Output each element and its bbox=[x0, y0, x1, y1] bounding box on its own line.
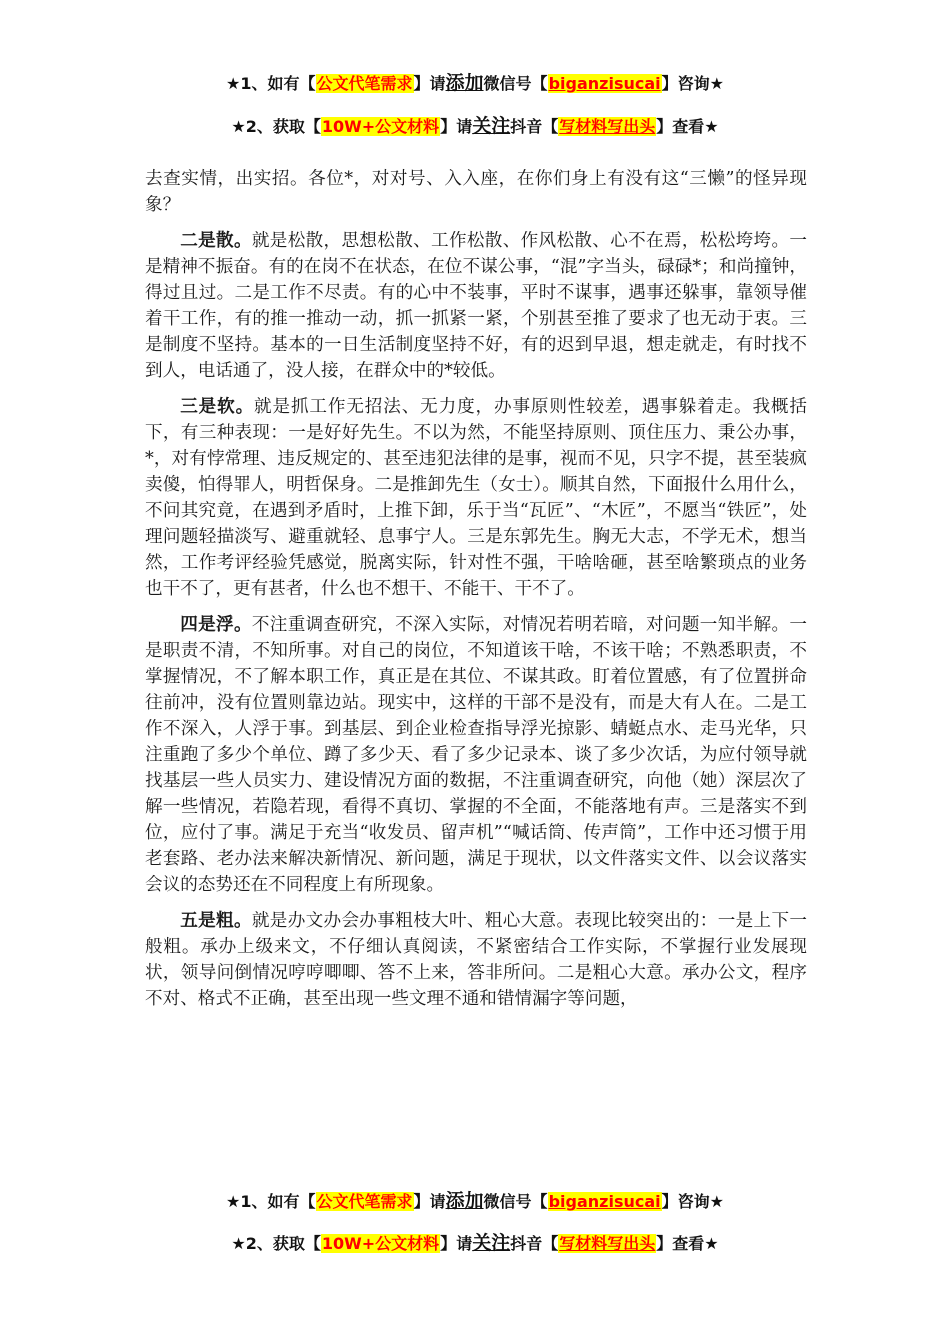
promo-emphasis: 关注 bbox=[472, 1232, 511, 1254]
paragraph-fu bbox=[145, 612, 807, 898]
promo-douyin-account[interactable]: 写材料写出头 bbox=[559, 1234, 656, 1253]
paragraph-text: 不注重调查研究，不深入实际，对情况若明若暗，对问题一知半解。一是职责不清，不知所事。对自己的岗位，不知道该干啥，不该干啥；不熟悉职责，不掌握情况，不了解本职工作，真正是在其位、不谋其政。盯着位置感，有了位置拼命往前冲，没有位置则靠边站。现实中，这样的干部不是没有，而是大有人在。二是工作不深入，人浮于事。到基层、到企业检查指导浮光掠影、蜻蜓点水、走马光华，只注重跑了多少个单位、蹲了多少天、看了多少记录本、谈了多少次话，为应付领导就找基层一些人员实力、建设情况方面的数据，不注重调查研究，向他（她）深层次了解一些情况，若隐若现，看得不真切、掌握的不全面，不能落地有声。三是落实不到位，应付了事。满足于充当“收发员、留声机”“喊话筒、传声筒”，工作中还习惯于用老套路、老办法来解决新情况、新问题，满足于现状，以文件落实文件、以会议落实会议的态势还在不同程度上有所现象。 bbox=[145, 615, 807, 895]
paragraph-intro: 去查实情，出实招。各位*，对对号、入入座，在你们身上有没有这“三懒”的怪异现象？ bbox=[145, 169, 807, 215]
promo-text: 】咨询★ bbox=[661, 1192, 724, 1211]
promo-text: 】请 bbox=[440, 1234, 473, 1253]
document-body bbox=[145, 166, 807, 1022]
promo-wechat-id[interactable]: biganzisucai bbox=[548, 1192, 661, 1211]
promo-text: 抖音【 bbox=[510, 117, 559, 136]
promo-highlight-service: 公文代笔需求 bbox=[316, 1192, 413, 1211]
promo-text: ★2、获取【 bbox=[231, 117, 321, 136]
promo-text: 】查看★ bbox=[656, 1234, 719, 1253]
promo-emphasis: 关注 bbox=[472, 115, 511, 137]
paragraph-cu bbox=[145, 908, 807, 1012]
promo-text: 微信号【 bbox=[483, 74, 548, 93]
promo-emphasis: 添加 bbox=[445, 72, 484, 94]
paragraph-heading: 二是散。 bbox=[180, 230, 252, 251]
promo-text: 抖音【 bbox=[510, 1234, 559, 1253]
promo-highlight-service: 公文代笔需求 bbox=[316, 74, 413, 93]
promo-highlight-materials: 10W+公文材料 bbox=[321, 1234, 440, 1253]
footer-promo-line-1 bbox=[0, 1186, 950, 1213]
promo-highlight-materials: 10W+公文材料 bbox=[321, 117, 440, 136]
paragraph-heading: 五是粗。 bbox=[180, 910, 252, 931]
promo-text: 】咨询★ bbox=[661, 74, 724, 93]
promo-wechat-id[interactable]: biganzisucai bbox=[548, 74, 661, 93]
promo-text: 】请 bbox=[440, 117, 473, 136]
promo-douyin-account[interactable]: 写材料写出头 bbox=[559, 117, 656, 136]
paragraph-text: 就是松散，思想松散、工作松散、作风松散、心不在焉，松松垮垮。一是精神不振奋。有的在岗不在状态，在位不谋公事，“混”字当头，碌碌*；和尚撞钟，得过且过。二是工作不尽责。有的心中不装事，平时不谋事，遇事还躲事，靠领导催着干工作，有的推一推动一动，抓一抓紧一紧，个别甚至推了要求了也无动于衷。三是制度不坚持。基本的一日生活制度坚持不好，有的迟到早退，想走就走，有时找不到人，电话通了，没人接，在群众中的*较低。 bbox=[145, 231, 807, 381]
header-promo-line-2 bbox=[0, 111, 950, 138]
header-promo-line-1 bbox=[0, 68, 950, 95]
promo-text: 】请 bbox=[413, 1192, 446, 1211]
paragraph-heading: 四是浮。 bbox=[180, 614, 252, 635]
promo-text: 】请 bbox=[413, 74, 446, 93]
promo-text: ★1、如有【 bbox=[226, 1192, 316, 1211]
promo-text: 】查看★ bbox=[656, 117, 719, 136]
paragraph-heading: 三是软。 bbox=[180, 396, 255, 417]
footer-promo-line-2 bbox=[0, 1228, 950, 1255]
paragraph-text: 就是抓工作无招法、无力度，办事原则性较差，遇事躲着走。我概括下，有三种表现：一是好好先生。不以为然，不能坚持原则、顶住压力、秉公办事，*，对有悖常理、违反规定的、甚至违犯法律的是事，视而不见，只字不提，甚至装疯卖傻，怕得罪人，明哲保身。二是推卸先生（女士）。顺其自然，下面报什么用什么，不问其究竟，在遇到矛盾时，上推下卸，乐于当“瓦匠”、“木匠”，不愿当“铁匠”，处理问题轻描淡写、避重就轻、息事宁人。三是东郭先生。胸无大志，不学无术，想当然，工作考评经验凭感觉，脱离实际，针对性不强，干啥啥砸，甚至啥繁琐点的业务也干不了，更有甚者，什么也不想干、不能干、干不了。 bbox=[145, 397, 807, 599]
paragraph-ruan bbox=[145, 394, 807, 602]
promo-emphasis: 添加 bbox=[445, 1190, 484, 1212]
promo-text: ★2、获取【 bbox=[231, 1234, 321, 1253]
promo-text: 微信号【 bbox=[483, 1192, 548, 1211]
promo-text: ★1、如有【 bbox=[226, 74, 316, 93]
paragraph-san bbox=[145, 228, 807, 384]
paragraph-text: 就是办文办会办事粗枝大叶、粗心大意。表现比较突出的：一是上下一般粗。承办上级来文，不仔细认真阅读，不紧密结合工作实际，不掌握行业发展现状，领导问倒情况哼哼唧唧、答不上来，答非所问。二是粗心大意。承办公文，程序不对、格式不正确，甚至出现一些文理不通和错情漏字等问题， bbox=[145, 911, 807, 1009]
